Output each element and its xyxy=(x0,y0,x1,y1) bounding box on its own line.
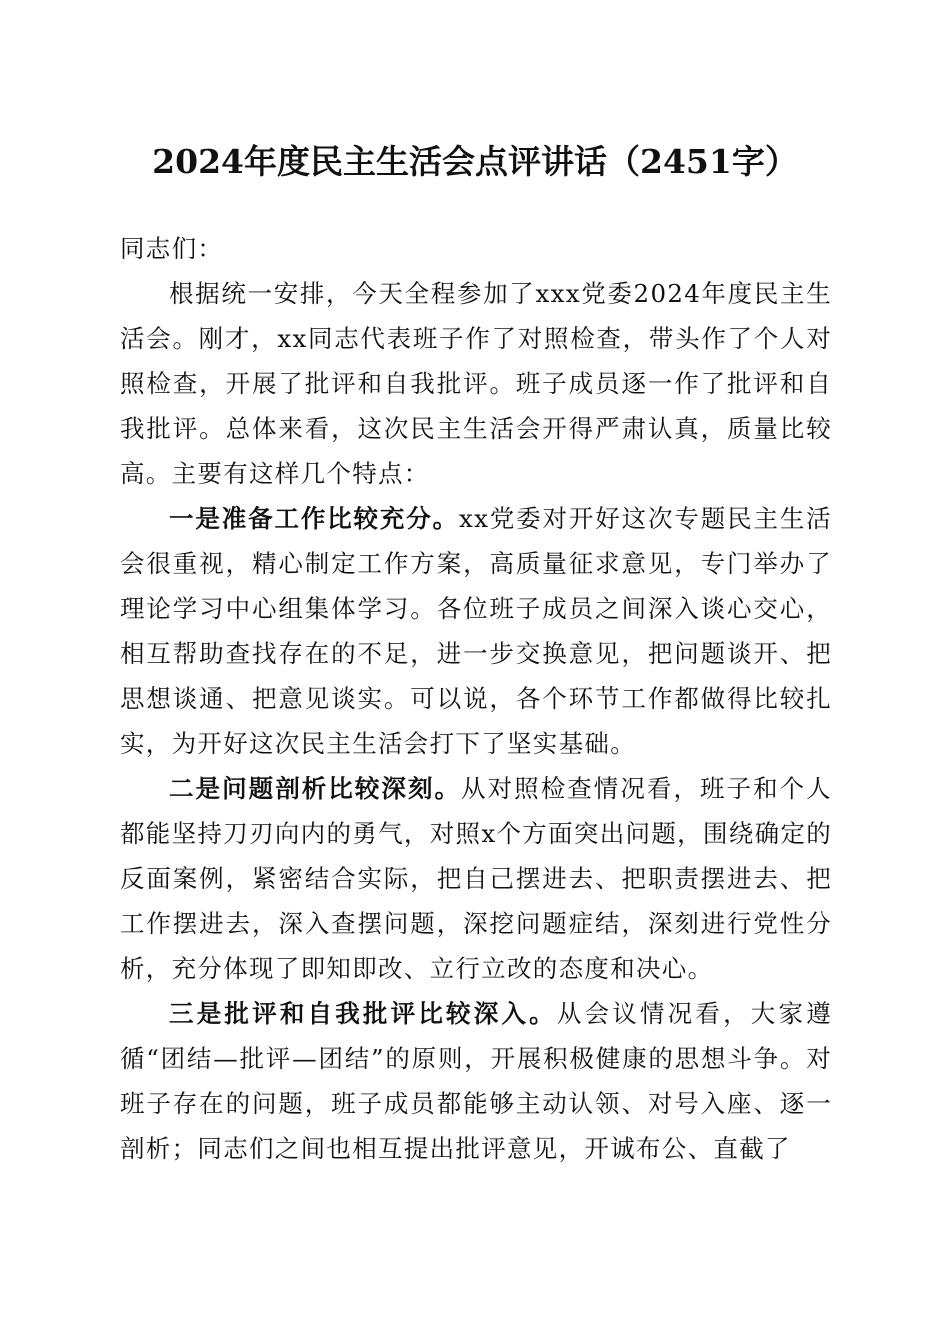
document-body xyxy=(120,226,832,1171)
salutation: 同志们： xyxy=(120,234,224,263)
paragraph-lead: 一是准备工作比较充分。 xyxy=(169,504,460,533)
paragraph-lead: 三是批评和自我批评比较深入。 xyxy=(169,999,557,1028)
paragraph-text: 从会议情况看，大家遵循“团结—批评—团结”的原则，开展积极健康的思想斗争。对班子存在的问题，班子成员都能够主动认领、对号入座、逐一剖析；同志们之间也相互提出批评意见，开诚布公、直截了 xyxy=(120,999,832,1163)
document-title: 2024年度民主生活会点评讲话（2451字） xyxy=(152,142,798,181)
paragraph-text: 从对照检查情况看，班子和个人都能坚持刀刃向内的勇气，对照x个方面突出问题，围绕确定的反面案例，紧密结合实际，把自己摆进去、把职责摆进去、把工作摆进去，深入查摆问题，深挖问题症结，深刻进行党性分析，充分体现了即知即改、立行立改的态度和决心。 xyxy=(120,774,832,983)
paragraph-point-1 xyxy=(120,496,832,766)
paragraph-text: 根据统一安排，今天全程参加了xxx党委2024年度民主生活会。刚才，xx同志代表班子作了对照检查，带头作了个人对照检查，开展了批评和自我批评。班子成员逐一作了批评和自我批评。总体来看，这次民主生活会开得严肃认真，质量比较高。主要有这样几个特点： xyxy=(120,279,832,488)
paragraph-point-2 xyxy=(120,766,832,991)
paragraph-point-3 xyxy=(120,991,832,1171)
paragraph-text: xx党委对开好这次专题民主生活会很重视，精心制定工作方案，高质量征求意见，专门举办了理论学习中心组集体学习。各位班子成员之间深入谈心交心，相互帮助查找存在的不足，进一步交换意见，把问题谈开、把思想谈通、把意见谈实。可以说，各个环节工作都做得比较扎实，为开好这次民主生活会打下了坚实基础。 xyxy=(120,504,832,758)
paragraph-lead: 二是问题剖析比较深刻。 xyxy=(169,774,462,803)
paragraph-intro xyxy=(120,271,832,496)
